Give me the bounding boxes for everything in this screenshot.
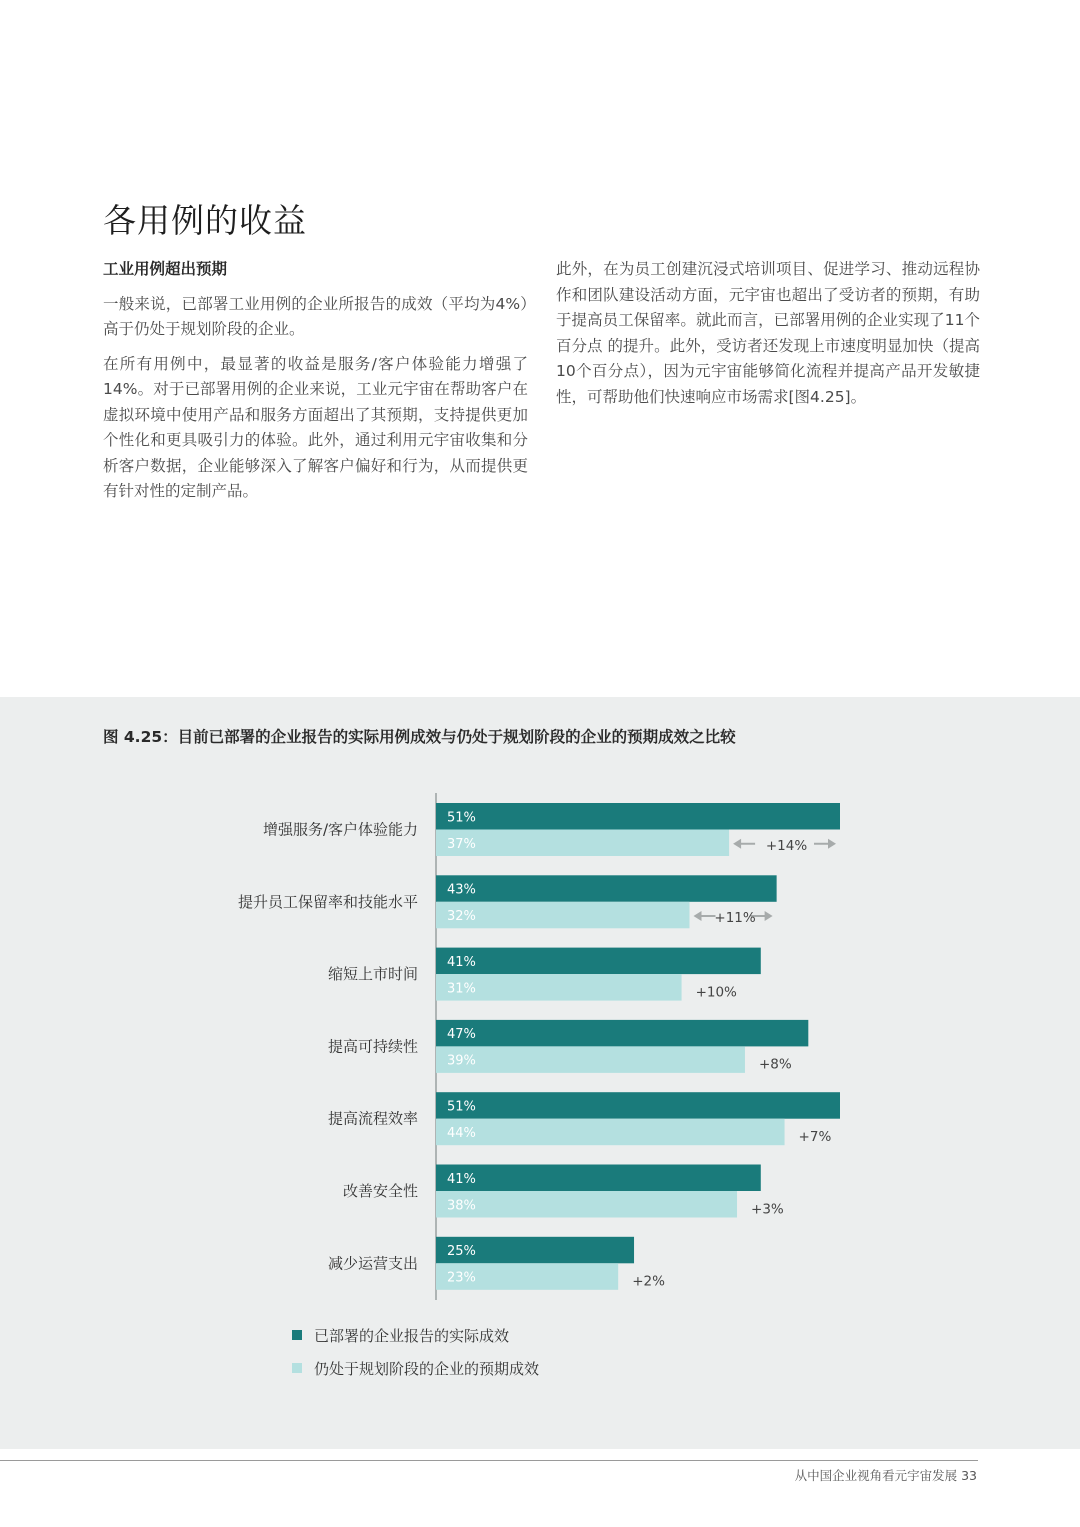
section-heading: 工业用例超出预期: [103, 260, 228, 278]
bar-actual: [436, 1092, 840, 1119]
legend-item-actual: [292, 1324, 539, 1346]
legend-swatch-expected: [292, 1363, 302, 1373]
category-label: 提高可持续性: [327, 1037, 418, 1056]
bar-expected: [436, 1191, 737, 1218]
bar-actual-label: 41%: [447, 954, 476, 970]
bar-expected-label: 23%: [447, 1270, 476, 1286]
bar-actual: [436, 948, 761, 975]
chart-legend: [292, 1324, 539, 1390]
footer-divider: [0, 1460, 978, 1461]
category-label: 缩短上市时间: [327, 965, 418, 984]
bar-actual-label: 41%: [447, 1171, 476, 1187]
difference-label: +11%: [714, 910, 756, 927]
bar-expected: [436, 1119, 785, 1146]
bar-actual-label: 25%: [447, 1244, 476, 1260]
difference-label: +2%: [632, 1273, 665, 1290]
bar-chart: [0, 780, 1080, 1310]
bar-expected-label: 31%: [447, 981, 476, 997]
bar-expected-label: 37%: [447, 836, 476, 852]
category-label: 提升员工保留率和技能水平: [237, 892, 418, 911]
difference-label: +14%: [765, 837, 808, 854]
difference-arrowhead-right: [828, 839, 836, 849]
bar-actual-label: 47%: [447, 1027, 476, 1043]
page-number: 33: [961, 1468, 977, 1483]
paragraph: 此外，在为员工创建沉浸式培训项目、促进学习、推动远程协作和团队建设活动方面，元宇宙也超出了受访者的预期，有助于提高员工保留率。就此而言，已部署用例的企业实现了11个百分点 的提升。此外，受访者还发现上市速度明显加快（提高10个百分点），因为元宇宙能够简化流程并提高产品开发敏捷性，可帮助他们快速响应市场需求[图4.25]。: [556, 260, 980, 406]
bar-actual: [436, 1020, 808, 1047]
page-footer: [795, 1466, 977, 1484]
difference-arrowhead-right: [765, 911, 773, 921]
bar-actual-label: 51%: [447, 810, 476, 826]
category-label: 减少运营支出: [327, 1254, 418, 1273]
bar-expected-label: 38%: [447, 1198, 476, 1214]
bar-actual: [436, 803, 840, 830]
legend-label-actual: 已部署的企业报告的实际成效: [314, 1326, 510, 1345]
bar-expected-label: 39%: [447, 1053, 476, 1069]
bar-expected-label: 44%: [447, 1125, 476, 1141]
right-column: [556, 257, 980, 419]
legend-swatch-actual: [292, 1330, 302, 1340]
bar-actual-label: 51%: [447, 1099, 476, 1115]
bar-actual: [436, 1165, 761, 1192]
category-label: 提高流程效率: [327, 1109, 418, 1128]
bar-expected: [436, 830, 729, 857]
figure-caption: 图 4.25：目前已部署的企业报告的实际用例成效与仍处于规划阶段的企业的预期成效之比较: [103, 728, 736, 746]
difference-label: +7%: [798, 1128, 832, 1145]
bar-expected-label: 32%: [447, 909, 476, 925]
paragraph: 在所有用例中，最显著的收益是服务/客户体验能力增强了14%。对于已部署用例的企业来说，工业元宇宙在帮助客户在虚拟环境中使用产品和服务方面超出了其预期，支持提供更加个性化和更具吸引力的体验。此外，通过利用元宇宙收集和分析客户数据，企业能够深入了解客户偏好和行为，从而提供更有针对性的定制产品。: [103, 354, 528, 500]
bar-actual: [436, 875, 777, 902]
category-label: 增强服务/客户体验能力: [262, 820, 418, 839]
legend-label-expected: 仍处于规划阶段的企业的预期成效: [314, 1359, 540, 1378]
difference-label: +3%: [751, 1201, 784, 1218]
difference-arrowhead-left: [693, 911, 701, 921]
footer-publication-title: 从中国企业视角看元宇宙发展: [794, 1468, 958, 1483]
legend-item-expected: [292, 1357, 539, 1379]
bar-expected: [436, 1046, 745, 1073]
left-column: [103, 257, 528, 514]
difference-label: +8%: [758, 1056, 792, 1073]
page-title: 各用例的收益: [103, 201, 307, 240]
difference-arrowhead-left: [733, 839, 741, 849]
bar-actual-label: 43%: [447, 882, 476, 898]
paragraph: 一般来说，已部署工业用例的企业所报告的成效（平均为4%）高于仍处于规划阶段的企业。: [103, 294, 528, 338]
category-label: 改善安全性: [342, 1182, 418, 1200]
difference-label: +10%: [695, 984, 737, 1001]
